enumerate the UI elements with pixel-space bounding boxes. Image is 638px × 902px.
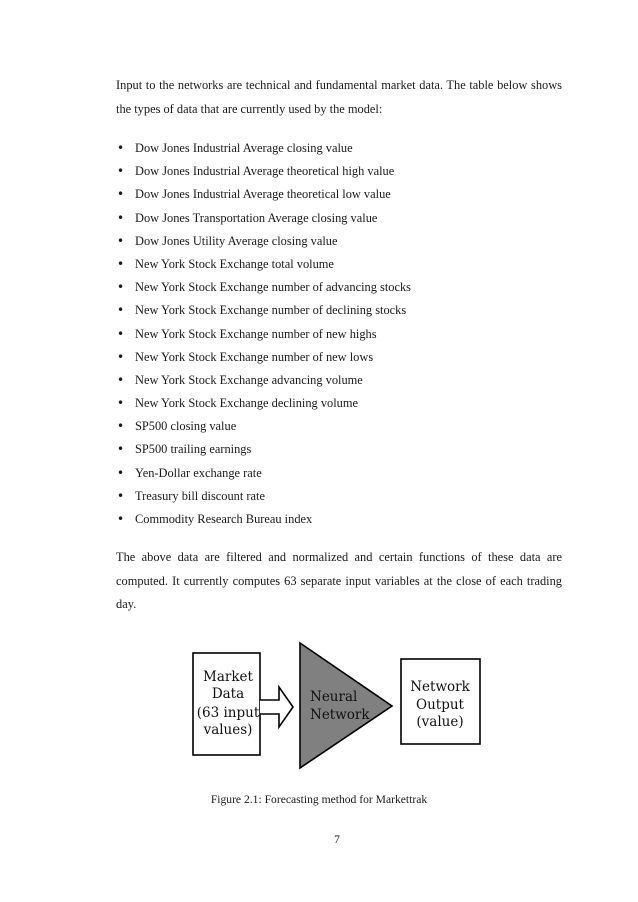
- input-box-line: Market: [203, 669, 253, 685]
- list-item: • New York Stock Exchange advancing volume: [116, 369, 562, 392]
- forecasting-figure: [192, 640, 482, 777]
- input-box-line: values): [203, 722, 253, 738]
- list-item: • Dow Jones Utility Average closing value: [116, 230, 562, 253]
- neural-network-triangle: [300, 643, 392, 768]
- intro-paragraph: Input to the networks are technical and fundamental market data. The table below shows the types of data that are currently used by the model:: [116, 78, 562, 116]
- list-item: • New York Stock Exchange number of new lows: [116, 346, 562, 369]
- network-label-line: Neural: [310, 689, 358, 705]
- list-item: • Yen-Dollar exchange rate: [116, 462, 562, 485]
- input-box-line: (63 input: [196, 705, 260, 721]
- figure-caption: Figure 2.1: Forecasting method for Markettrak: [210, 793, 428, 806]
- output-box-line: Network: [410, 679, 470, 695]
- arrow-icon: [260, 687, 293, 727]
- list-item: • Commodity Research Bureau index: [116, 508, 562, 531]
- outro-paragraph: The above data are filtered and normalized and certain functions of these data are computed. It currently computes 63 separate input variables at the close of each trading day.: [116, 550, 562, 611]
- input-box-line: Data: [211, 686, 245, 702]
- list-item: • New York Stock Exchange number of new highs: [116, 323, 562, 346]
- network-label-line: Network: [310, 707, 370, 723]
- list-item: • SP500 trailing earnings: [116, 438, 562, 461]
- list-item: • New York Stock Exchange declining volume: [116, 392, 562, 415]
- output-box-line: Output: [416, 697, 464, 713]
- page-number: 7: [334, 833, 340, 846]
- data-type-list: [116, 137, 562, 531]
- list-item: • Dow Jones Transportation Average closing value: [116, 207, 562, 230]
- list-item: • SP500 closing value: [116, 415, 562, 438]
- list-item: • Treasury bill discount rate: [116, 485, 562, 508]
- list-item: • New York Stock Exchange number of declining stocks: [116, 299, 562, 322]
- output-box-line: (value): [416, 714, 464, 730]
- figure-diagram: [192, 640, 482, 772]
- list-item: • Dow Jones Industrial Average closing value: [116, 137, 562, 160]
- list-item: • Dow Jones Industrial Average theoretical high value: [116, 160, 562, 183]
- list-item: • Dow Jones Industrial Average theoretical low value: [116, 183, 562, 206]
- list-item: • New York Stock Exchange total volume: [116, 253, 562, 276]
- list-item: • New York Stock Exchange number of advancing stocks: [116, 276, 562, 299]
